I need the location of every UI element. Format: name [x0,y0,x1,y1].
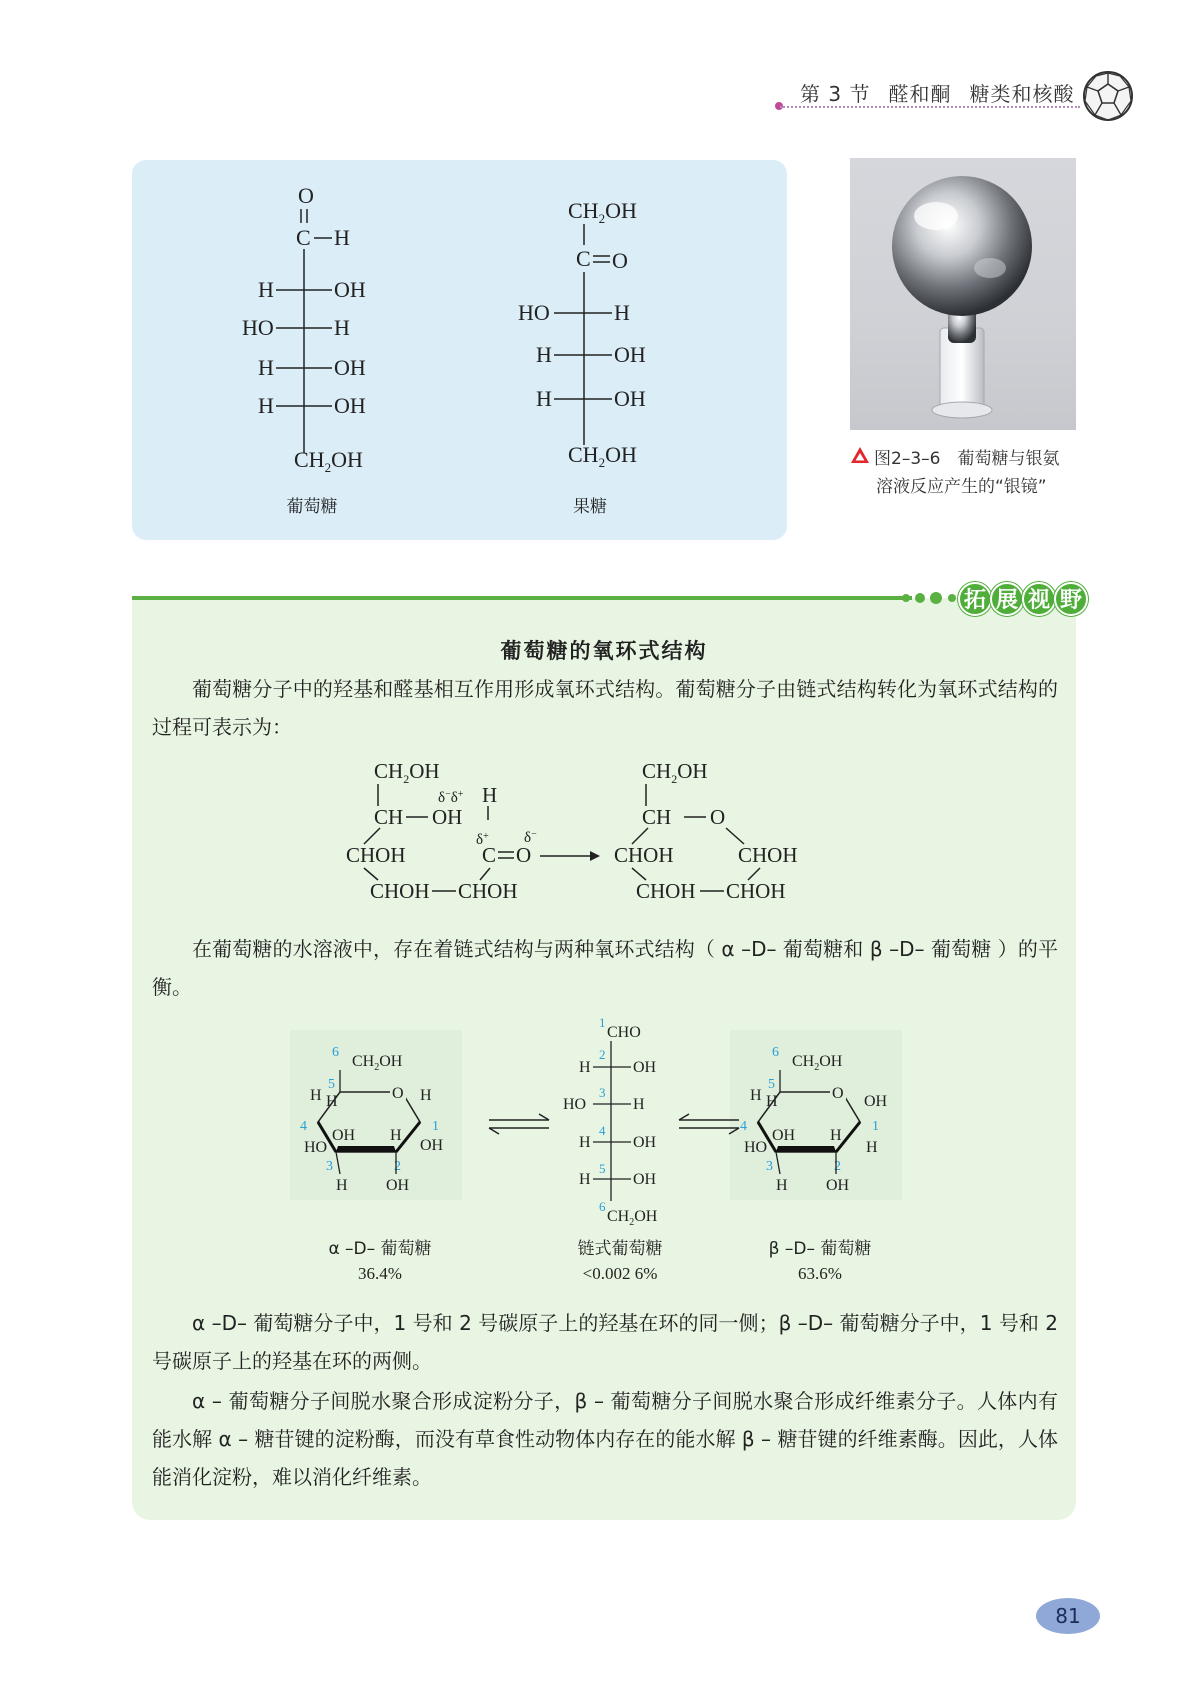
svg-text:CH2OH: $CH_2OH$ [642,759,708,786]
svg-text:2: 2 [834,1159,841,1174]
svg-text:3: 3 [599,1085,606,1100]
svg-text:CH: CH [374,805,404,829]
svg-text:OH: OH [332,1127,356,1144]
svg-text:C: C [576,246,591,271]
silver-mirror-photo [850,158,1076,430]
svg-text:6: 6 [332,1045,339,1060]
svg-text:OH: OH [386,1177,410,1194]
svg-text:H: H [258,277,274,302]
extension-box-rule [132,596,912,600]
svg-text:δ−δ+: δ−δ+ [438,789,464,806]
svg-text:OH: OH [633,1134,657,1151]
svg-text:C: C [482,843,497,867]
svg-text:HO: HO [518,300,550,325]
page-number: 81 [1036,1598,1100,1634]
svg-text:H: H [334,315,350,340]
fullerene-icon [1082,70,1134,122]
svg-text:CH2OH: $CH_2OH$ [374,759,440,786]
alpha-d-glucose-structure [290,1030,470,1200]
svg-text:1: 1 [599,1015,606,1030]
ring-formation-scheme [340,756,900,916]
svg-text:3: 3 [326,1159,333,1174]
svg-text:3: 3 [766,1159,773,1174]
svg-text:HO: HO [242,315,274,340]
caption-triangle-icon [850,445,870,465]
svg-text:CHOH: CHOH [346,843,406,867]
svg-text:HO: HO [304,1139,328,1156]
svg-text:6: 6 [772,1045,779,1060]
svg-text:OH: OH [614,386,646,411]
badge-char-4: 野 [1054,582,1088,616]
badge-char-3: 视 [1022,582,1056,616]
svg-text:H: H [390,1127,402,1144]
equilibrium-arrow-left [485,1112,555,1136]
svg-text:H: H [334,225,350,250]
svg-text:H: H [614,300,630,325]
badge-char-1: 拓 [958,582,992,616]
svg-text:OH: OH [772,1127,796,1144]
svg-text:H: H [866,1139,878,1156]
svg-text:CHOH: CHOH [738,843,798,867]
fructose-chain-formula [500,190,680,480]
svg-text:O: O [392,1085,404,1102]
svg-text:H: H [579,1171,591,1188]
svg-text:OH: OH [614,342,646,367]
svg-text:4: 4 [740,1119,747,1134]
svg-text:H: H [420,1087,432,1104]
svg-text:4: 4 [599,1123,606,1138]
chain-name: 链式葡萄糖 [577,1239,663,1259]
svg-text:O: O [516,843,532,867]
svg-text:OH: OH [633,1059,657,1076]
svg-text:O: O [832,1085,844,1102]
figure-caption-line1: 图2–3–6 葡萄糖与银氨 [874,449,1060,469]
svg-text:H: H [258,393,274,418]
alpha-percent: 36.4% [358,1264,402,1283]
silver-flask-illustration [850,158,1076,430]
svg-text:2: 2 [394,1159,401,1174]
header-title-b: 糖类和核酸 [969,82,1075,106]
svg-text:1: 1 [432,1119,439,1134]
svg-text:CHOH: CHOH [614,843,674,867]
svg-text:H: H [750,1087,762,1104]
beta-name: β –D– 葡萄糖 [768,1239,872,1259]
svg-text:6: 6 [599,1199,606,1214]
svg-text:5: 5 [768,1077,775,1092]
svg-text:HO: HO [744,1139,768,1156]
svg-text:HO: HO [563,1096,587,1113]
badge-char-2: 展 [990,582,1024,616]
alpha-name: α –D– 葡萄糖 [328,1239,432,1259]
svg-text:O: O [612,248,628,273]
svg-text:H: H [766,1093,778,1110]
rule-dots [900,590,960,606]
svg-text:CH2OH: $CH_2OH$ [607,1208,658,1228]
beta-percent: 63.6% [798,1264,842,1283]
svg-text:H: H [830,1127,842,1144]
svg-text:5: 5 [328,1077,335,1092]
paragraph-1: 葡萄糖分子中的羟基和醛基相互作用形成氧环式结构。葡萄糖分子由链式结构转化为氧环式结构的过程可表示为： [152,677,1058,739]
svg-text:4: 4 [300,1119,307,1134]
svg-text:H: H [258,355,274,380]
paragraph-2: 在葡萄糖的水溶液中，存在着链式结构与两种氧环式结构（ α –D– 葡萄糖和 β –D– 葡萄糖 ）的平衡。 [152,937,1058,999]
svg-text:CHOH: CHOH [726,879,786,903]
svg-text:H: H [310,1087,322,1104]
svg-text:2: 2 [599,1047,606,1062]
svg-text:δ+: δ+ [476,831,489,848]
svg-text:δ−: δ− [524,829,537,846]
svg-text:H: H [633,1096,645,1113]
svg-text:CHOH: CHOH [370,879,430,903]
svg-text:CH2OH: $CH_2OH$ [568,198,637,226]
paragraph-3: α –D– 葡萄糖分子中，1 号和 2 号碳原子上的羟基在环的同一侧；β –D– 葡萄糖分子中，1 号和 2 号碳原子上的羟基在环的两侧。 [152,1311,1058,1373]
box-title: 葡萄糖的氧环式结构 [500,639,708,663]
svg-text:CH2OH: $CH_2OH$ [568,442,637,470]
running-header [800,78,1074,107]
svg-text:H: H [579,1059,591,1076]
svg-text:OH: OH [334,355,366,380]
beta-d-glucose-structure [730,1030,910,1200]
svg-text:OH: OH [334,393,366,418]
svg-text:OH: OH [420,1137,444,1154]
paragraph-4: α – 葡萄糖分子间脱水聚合形成淀粉分子，β – 葡萄糖分子间脱水聚合形成纤维素分子。人体内有能水解 α – 糖苷键的淀粉酶，而没有草食性动物体内存在的能水解 β – 糖苷键的纤维素酶。因此，人体能消化淀粉，难以消化纤维素。 [152,1389,1058,1489]
chain-glucose-structure [555,1015,685,1235]
svg-text:H: H [482,783,498,807]
svg-text:CH2OH: $CH_2OH$ [352,1053,403,1073]
svg-text:H: H [326,1093,338,1110]
figure-caption-line2: 溶液反应产生的“银镜” [876,477,1047,497]
svg-text:OH: OH [633,1171,657,1188]
svg-text:H: H [579,1134,591,1151]
svg-text:H: H [336,1177,348,1194]
svg-text:O: O [298,183,314,208]
svg-text:OH: OH [826,1177,850,1194]
svg-text:OH: OH [432,805,463,829]
header-section: 第 3 节 [800,82,871,106]
glucose-label: 葡萄糖 [286,497,338,517]
svg-text:5: 5 [599,1161,606,1176]
fructose-label: 果糖 [573,497,607,517]
svg-text:H: H [536,386,552,411]
svg-text:CH2OH: $CH_2OH$ [792,1053,843,1073]
header-dotted-rule [780,106,1080,108]
chain-percent: <0.002 6% [582,1264,658,1283]
svg-text:O: O [710,805,726,829]
glucose-chain-formula [230,175,410,485]
svg-text:CHOH: CHOH [458,879,518,903]
svg-text:CHOH: CHOH [636,879,696,903]
svg-text:OH: OH [864,1093,888,1110]
svg-text:1: 1 [872,1119,879,1134]
svg-text:H: H [536,342,552,367]
svg-text:CHO: CHO [607,1024,641,1041]
svg-text:H: H [776,1177,788,1194]
svg-text:CH: CH [642,805,672,829]
svg-text:C: C [296,225,311,250]
header-title-a: 醛和酮 [888,82,952,106]
svg-text:OH: OH [334,277,366,302]
svg-text:CH2OH: $CH_2OH$ [294,447,363,475]
